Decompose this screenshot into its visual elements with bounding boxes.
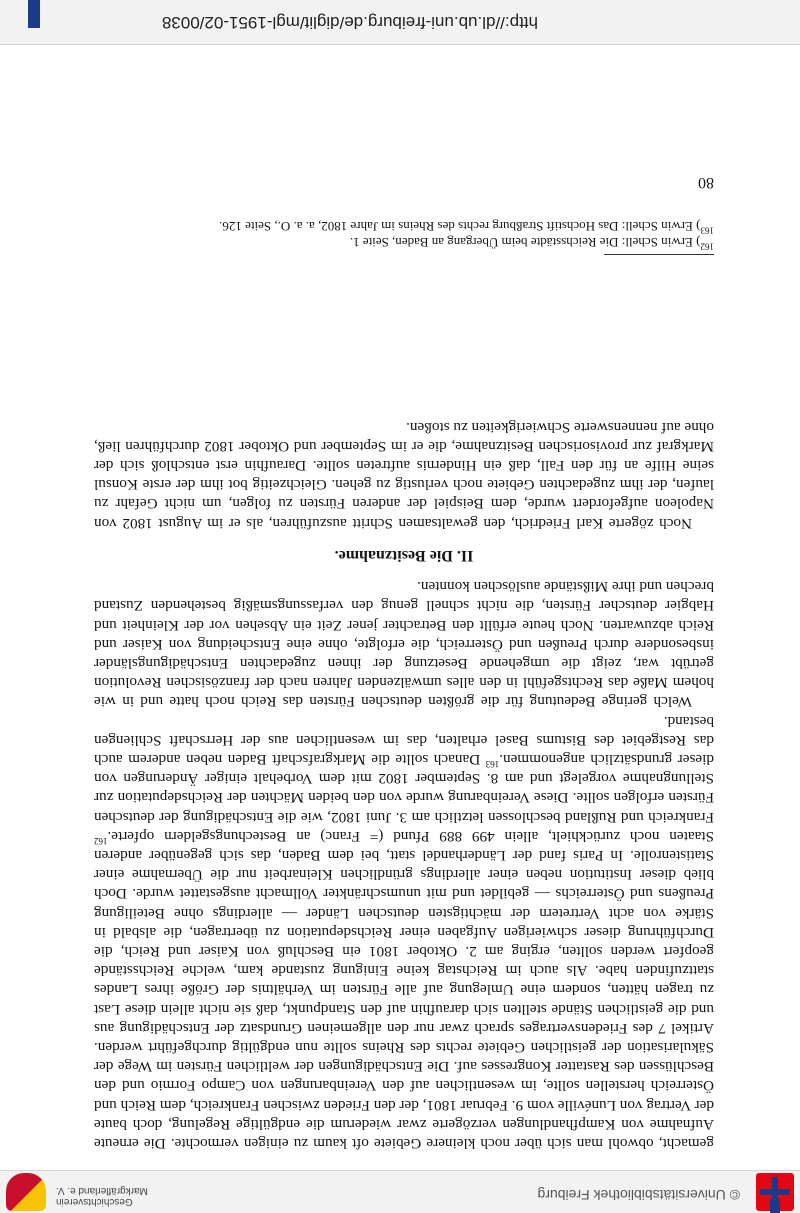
paragraph-1-text-a: gemacht, obwohl man sich über noch kleinere Gebiete oft kaum zu einigen vermochte. Die erneute Aufnahme von Kampfhandlungen verzögerte zwar wiederum die endgültige Regelung, doch baute der Vertrag von Lunéville vom 9. Februar 1801, der den Frieden zwischen Frankreich, dem Reich und Österreich herstellen sollte, im wesentlichen auf den Vereinbarungen von Campo Formio und den Beschlüssen des Rastatter Kongresses auf. Die Entschädigungen der weltlichen Fürsten im Wege der Säkularisation der geistlichen Gebiete rechts des Rheins sollte nun endgültig durchgeführt werden. Artikel 7 des Friedensvertrages sprach zwar nur den allgemeinen Grundsatz der Entschädigung aus und die geistlichen Stände stellten sich daraufhin auf den Standpunkt, daß sie nicht allein diese Last zu tragen hätten, sondern eine Umlegung auf alle Fürsten im Verhältnis der Größe ihres Landes stattzufinden habe. Als auch im Reichstag keine Einigung zustande kam, welche Reichsstände geopfert werden sollten, erging am 2. Oktober 1801 ein Beschluß von Kaiser und Reich, die Durchführung dieser schwierigen Aufgaben einer Reichsdeputation zu übertragen, die alsbald in Stärke von acht Vertretern der mächtigsten deutschen Länder — allerdings ohne Beteiligung Preußens und Österreichs — gebildet und mit unumschränkter Vollmacht ausgestattet wurde. Doch blieb dieser Institution neben einer allerdings gründlichen Kleinarbeit nur die Übernahme einer Statistenrolle. In Paris fand der Länderhandel statt, bei dem Baden, das sich gegenüber anderen Staaten noch zurückhielt, allein 499 889 Pfund (= Franc) an Bestechungsgeldern opferte. <box>94 827 714 1152</box>
footnote-number: 163 <box>700 225 714 236</box>
page-number: 80 <box>698 174 714 191</box>
footnote-text: Erwin Schell: Die Reichsstädte beim Übergang an Baden, Seite 1. <box>349 235 693 250</box>
library-copyright: © Universitätsbibliothek Freiburg <box>537 1187 740 1203</box>
society-crest-icon[interactable] <box>6 1173 46 1211</box>
footnote-divider <box>604 254 714 255</box>
paragraph-1-text-b: Frankreich und Rußland beschlossen letztlich am 3. Juni 1802, wie die Entschädigung der deutschen Fürsten erfolgen sollte. Diese Vereinbarung wurde von den beiden Mächten der Reichsdeputation zur Stellungnahme vorgelegt und am 8. September 1802 mit dem Vorbehalt einiger Änderungen von dieser grundsätzlich angenommen. <box>94 750 714 826</box>
paragraph-3: Noch zögerte Karl Friedrich, den gewaltsamen Schritt auszuführen, als er im August 1802 von Napoleon aufgefordert wurde, dem Beispiel der anderen Fürsten zu folgen, um nicht Gefahr zu laufen, der ihm zugedachten Gebiete noch verlustig zu gehen. Gleichzeitig bot ihm der erste Konsul seine Hilfe an für den Fall, daß ein Hindernis auftreten sollte. Daraufhin erst entschloß sich der Markgraf zur provisorischen Besitznahme, die er im September und Oktober 1802 durchführen ließ, ohne auf nennenswerte Schwierigkeiten zu stoßen. <box>94 418 714 532</box>
footnote-ref-163[interactable]: 163 <box>485 759 500 769</box>
footnote-163: $^{163}$) Erwin Schell: Das Hochstift Straßburg rechts des Rheins im Jahre 1802, a. a. O., Seite 126. <box>219 219 714 236</box>
permalink[interactable]: http://dl.ub.uni-freiburg.de/diglit/mgl-1951-02/0038 <box>161 13 538 32</box>
header-bar <box>0 1170 800 1213</box>
page-body <box>94 417 714 1153</box>
footnotes <box>94 218 714 255</box>
footnote-number: 162 <box>700 241 714 252</box>
society-name: Geschichtsverein Markgräflerland e. V. <box>56 1185 148 1207</box>
paragraph-1 <box>94 711 714 1153</box>
footnote-text: Erwin Schell: Das Hochstift Straßburg rechts des Rheins im Jahre 1802, a. a. O., Seite 126. <box>219 219 693 234</box>
footnote-ref-162[interactable]: 162 <box>94 835 108 846</box>
paragraph-2: Welch geringe Bedeutung für die größten deutschen Fürsten das Reich noch hatte und in wie hohem Maße das Rechtsgefühl in den alles umwälzenden Jahren nach der französischen Revolution getrübt war, zeigt die umgehende Besetzung der ihnen zugedachten Entschädigungsländer insbesondere durch Preußen und Österreich, die erfolgte, ohne eine Entscheidung von Kaiser und Reich abzuwarten. Noch heute erfüllt den Betrachter jener Zeit ein Absehen vor der Kleinheit und Habgier deutscher Fürsten, die nicht schnell genug den verfassungsmäßig bestehenden Zustand brechen und ihre Mißstände auslöschen konnten. <box>94 578 714 711</box>
paragraph-1-text-c: Danach sollte die Markgrafschaft Baden neben anderem auch das Restgebiet des Bistums Basel erhalten, das im wesentlichen aus der Herrschaft Schliengen bestand. <box>94 712 714 768</box>
section-heading: II. Die Besitznahme. <box>334 546 474 564</box>
corner-marker-icon <box>770 1199 780 1213</box>
footnote-162: $^{162}$) Erwin Schell: Die Reichsstädte beim Übergang an Baden, Seite 1. <box>349 235 714 252</box>
logo-bar-horizontal <box>760 1189 790 1195</box>
footer-url-bar <box>0 0 800 45</box>
corner-marker-icon <box>28 0 40 28</box>
